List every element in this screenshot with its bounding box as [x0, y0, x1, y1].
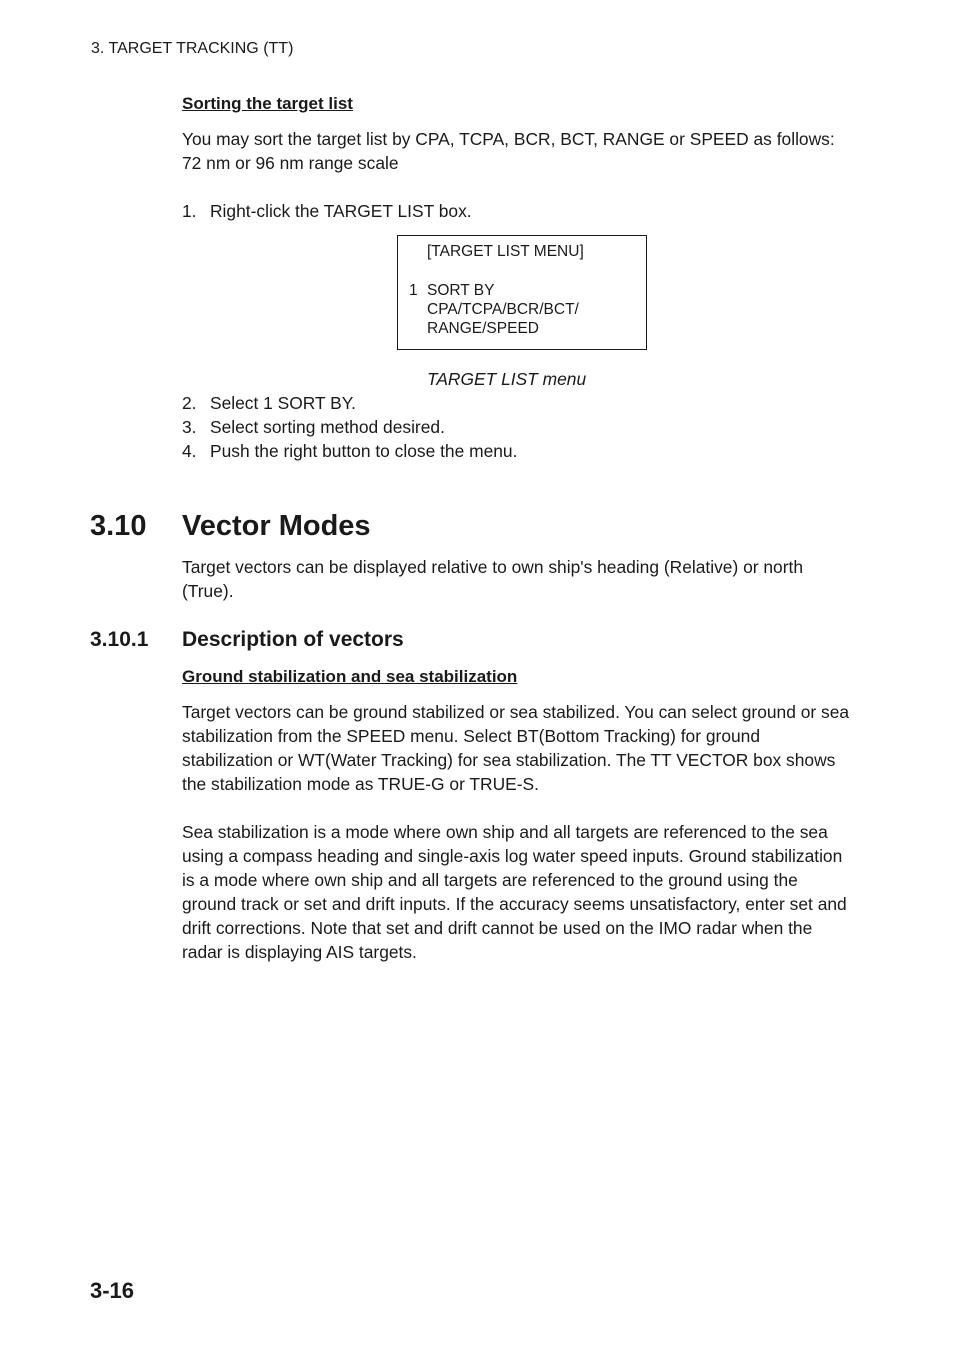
- step-text: Push the right button to close the menu.: [210, 441, 518, 461]
- menu-item-line: SORT BY: [427, 282, 495, 299]
- section-title: Description of vectors: [182, 628, 404, 651]
- step-text: Select sorting method desired.: [210, 417, 445, 437]
- section-number: 3.10.1: [90, 628, 149, 651]
- target-list-menu-box: [397, 235, 647, 350]
- menu-caption: TARGET LIST menu: [427, 369, 587, 389]
- step-4: [182, 439, 517, 463]
- menu-title: [TARGET LIST MENU]: [427, 243, 584, 260]
- step-text: Select 1 SORT BY.: [210, 393, 356, 413]
- sorting-intro: You may sort the target list by CPA, TCPA, BCR, BCT, RANGE or SPEED as follows: 72 nm or 96 nm range scale: [182, 129, 835, 173]
- sorting-heading: Sorting the target list: [182, 94, 353, 113]
- stabilization-paragraph-2: Sea stabilization is a mode where own ship and all targets are referenced to the sea using a compass heading and single-axis log water speed inputs. Ground stabilization is a mode where own ship and all targets are referenced to the ground using the ground track or set and drift inputs. If the accuracy seems unsatisfactory, enter set and drift corrections. Note that set and drift cannot be used on the IMO radar when the radar is displaying AIS targets.: [182, 822, 847, 962]
- page-number: 3-16: [90, 1278, 135, 1303]
- menu-item-line: CPA/TCPA/BCR/BCT/: [427, 301, 579, 318]
- step-3: [182, 415, 445, 439]
- step-number: 4.: [182, 441, 197, 461]
- section-3-10-heading: [90, 508, 371, 544]
- menu-item-sort-by: [427, 281, 579, 338]
- stabilization-heading: Ground stabilization and sea stabilization: [182, 667, 518, 686]
- menu-item-line: RANGE/SPEED: [427, 320, 539, 337]
- section-title: Vector Modes: [182, 510, 371, 542]
- step-2: [182, 391, 356, 415]
- section-3-10-intro: Target vectors can be displayed relative to own ship's heading (Relative) or north (True).: [182, 557, 804, 601]
- step-text: Right-click the TARGET LIST box.: [210, 201, 472, 221]
- running-header: 3. TARGET TRACKING (TT): [91, 40, 294, 57]
- step-number: 1.: [182, 201, 197, 221]
- stabilization-paragraph-1: Target vectors can be ground stabilized or sea stabilized. You can select ground or sea stabilization from the SPEED menu. Select BT(Bottom Tracking) for ground stabilization or WT(Water Tracking) for sea stabilization. The TT VECTOR box shows the stabilization mode as TRUE-G or TRUE-S.: [182, 702, 850, 794]
- step-1: [182, 199, 472, 223]
- section-number: 3.10: [90, 510, 147, 542]
- step-number: 2.: [182, 393, 197, 413]
- step-number: 3.: [182, 417, 197, 437]
- section-3-10-1-heading: [90, 627, 404, 653]
- menu-item-number: 1: [409, 282, 418, 299]
